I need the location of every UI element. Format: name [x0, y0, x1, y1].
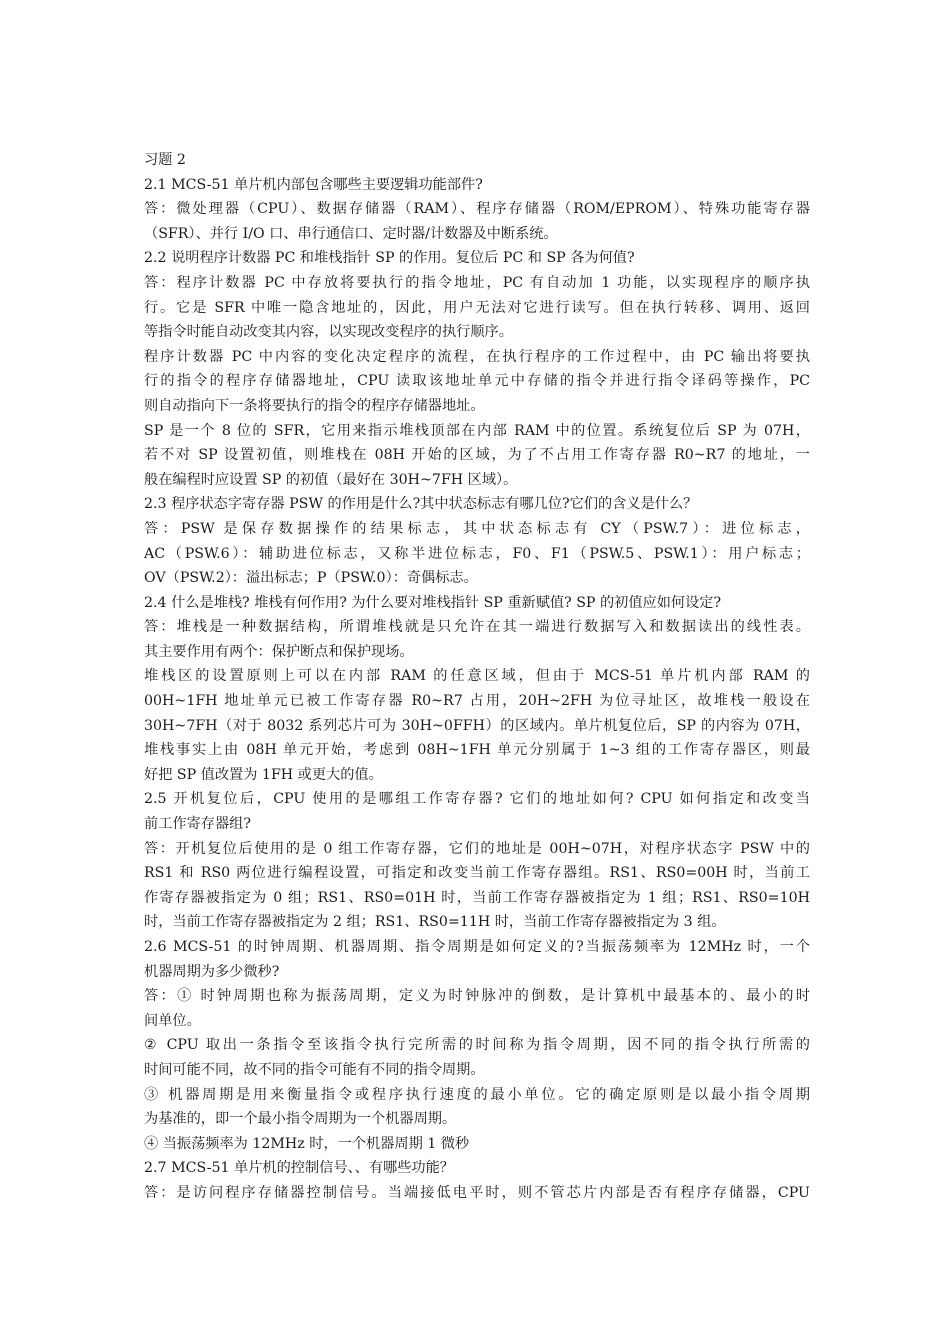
question-2-5-cont: 前工作寄存器组? — [144, 816, 251, 833]
answer-line: 则自动指向下一条将要执行的指令的程序存储器地址。 — [144, 397, 485, 414]
answer-line: OV（PSW.2）：溢出标志；P（PSW.0）：奇偶标志。 — [144, 570, 478, 587]
answer-line: 答：开机复位后使用的是 0 组工作寄存器，它们的地址是 00H~07H，对程序状态字 PSW 中的 — [144, 840, 810, 857]
question-2-6: 2.6 MCS-51 的时钟周期、机器周期、指令周期是如何定义的?当振荡频率为 12MHz 时，一个 — [144, 939, 810, 955]
answer-line: 答：① 时钟周期也称为振荡周期，定义为时钟脉冲的倒数，是计算机中最基本的、最小的时 — [144, 988, 810, 1005]
question-2-4: 2.4 什么是堆栈? 堆栈有何作用? 为什么要对堆栈指针 SP 重新赋值? SP 的初值应如何设定? — [144, 594, 722, 611]
answer-line: 时，当前工作寄存器被指定为 2 组；RS1、RS0=11H 时，当前工作寄存器被指定为 3 组。 — [144, 914, 726, 931]
answer-line: 间单位。 — [144, 1012, 201, 1029]
section-heading: 习题 2 — [144, 152, 186, 168]
answer-line: 作寄存器被指定为 0 组；RS1、RS0=01H 时，当前工作寄存器被指定为 1 组；RS1、RS0=10H — [144, 889, 810, 906]
answer-line: ④ 当振荡频率为 12MHz 时，一个机器周期 1 微秒 — [144, 1135, 470, 1152]
question-2-2: 2.2 说明程序计数器 PC 和堆栈指针 SP 的作用。复位后 PC 和 SP 各为何值? — [144, 250, 635, 267]
answer-line: 堆栈事实上由 08H 单元开始，考虑到 08H~1FH 单元分别属于 1~3 组的工作寄存器区，则最 — [144, 742, 810, 759]
answer-line: ③ 机器周期是用来衡量指令或程序执行速度的最小单位。它的确定原则是以最小指令周期 — [144, 1086, 810, 1103]
answer-line: 答：堆栈是一种数据结构，所谓堆栈就是只允许在其一端进行数据写入和数据读出的线性表。 — [144, 619, 810, 636]
answer-line: 若不对 SP 设置初值，则堆栈在 08H 开始的区域，为了不占用工作寄存器 R0~R7 的地址，一 — [144, 447, 810, 464]
answer-line: 般在编程时应设置 SP 的初值（最好在 30H~7FH 区域）。 — [144, 471, 518, 488]
answer-line: 行的指令的程序存储器地址，CPU 读取该地址单元中存储的指令并进行指令译码等操作，PC — [144, 373, 810, 390]
answer-line: 其主要作用有两个：保护断点和保护现场。 — [144, 643, 414, 660]
question-2-1: 2.1 MCS-51 单片机内部包含哪些主要逻辑功能部件? — [144, 176, 483, 193]
answer-line: 程序计数器 PC 中内容的变化决定程序的流程，在执行程序的工作过程中，由 PC 输出将要执 — [144, 348, 810, 365]
answer-line: （SFR）、并行 I/O 口、串行通信口、定时器/计数器及中断系统。 — [144, 225, 558, 242]
answer-line: 答：微处理器（CPU）、数据存储器（RAM）、程序存储器（ROM/EPROM）、特殊功能寄存器 — [144, 201, 810, 218]
answer-line: 行。它是 SFR 中唯一隐含地址的，因此，用户无法对它进行读写。但在执行转移、调用、返回 — [144, 299, 810, 316]
answer-line: SP 是一个 8 位的 SFR，它用来指示堆栈顶部在内部 RAM 中的位置。系统复位后 SP 为 07H， — [144, 422, 810, 439]
answer-line: ② CPU 取出一条指令至该指令执行完所需的时间称为指令周期，因不同的指令执行所需的 — [144, 1037, 810, 1054]
answer-line: 等指令时能自动改变其内容，以实现改变程序的执行顺序。 — [144, 324, 513, 341]
answer-line: AC（PSW.6）：辅助进位标志，又称半进位标志，F0、F1（PSW.5、PSW.1）：用户标志； — [144, 545, 810, 562]
answer-line: 00H~1FH 地址单元已被工作寄存器 R0~R7 占用，20H~2FH 为位寻址区，故堆栈一般设在 — [144, 693, 810, 710]
answer-line: 时间可能不同，故不同的指令可能有不同的指令周期。 — [144, 1061, 485, 1078]
answer-line: 好把 SP 值改置为 1FH 或更大的值。 — [144, 766, 383, 783]
question-2-5: 2.5 开机复位后，CPU 使用的是哪组工作寄存器? 它们的地址如何? CPU 如何指定和改变当 — [144, 791, 810, 808]
answer-line: 答：PSW 是保存数据操作的结果标志，其中状态标志有 CY（PSW.7）：进位标志， — [144, 520, 810, 537]
answer-line: 为基准的，即一个最小指令周期为一个机器周期。 — [144, 1111, 457, 1128]
question-2-7: 2.7 MCS-51 单片机的控制信号、、有哪些功能？ — [144, 1160, 454, 1177]
answer-line: 答：是访问程序存储器控制信号。当端接低电平时，则不管芯片内部是否有程序存储器，CPU — [144, 1184, 810, 1201]
answer-line: RS1 和 RS0 两位进行编程设置，可指定和改变当前工作寄存器组。RS1、RS0=00H 时，当前工 — [144, 865, 810, 882]
answer-line: 答：程序计数器 PC 中存放将要执行的指令地址，PC 有自动加 1 功能，以实现程序的顺序执 — [144, 274, 810, 291]
document-body — [144, 148, 810, 1206]
answer-line: 堆栈区的设置原则上可以在内部 RAM 的任意区域，但由于 MCS-51 单片机内部 RAM 的 — [144, 668, 810, 685]
answer-line: 30H~7FH（对于 8032 系列芯片可为 30H~0FFH）的区域内。单片机复位后，SP 的内容为 07H， — [144, 717, 810, 734]
question-2-6-cont: 机器周期为多少微秒? — [144, 963, 280, 980]
question-2-3: 2.3 程序状态字寄存器 PSW 的作用是什么?其中状态标志有哪几位?它们的含义是什么？ — [144, 496, 698, 513]
